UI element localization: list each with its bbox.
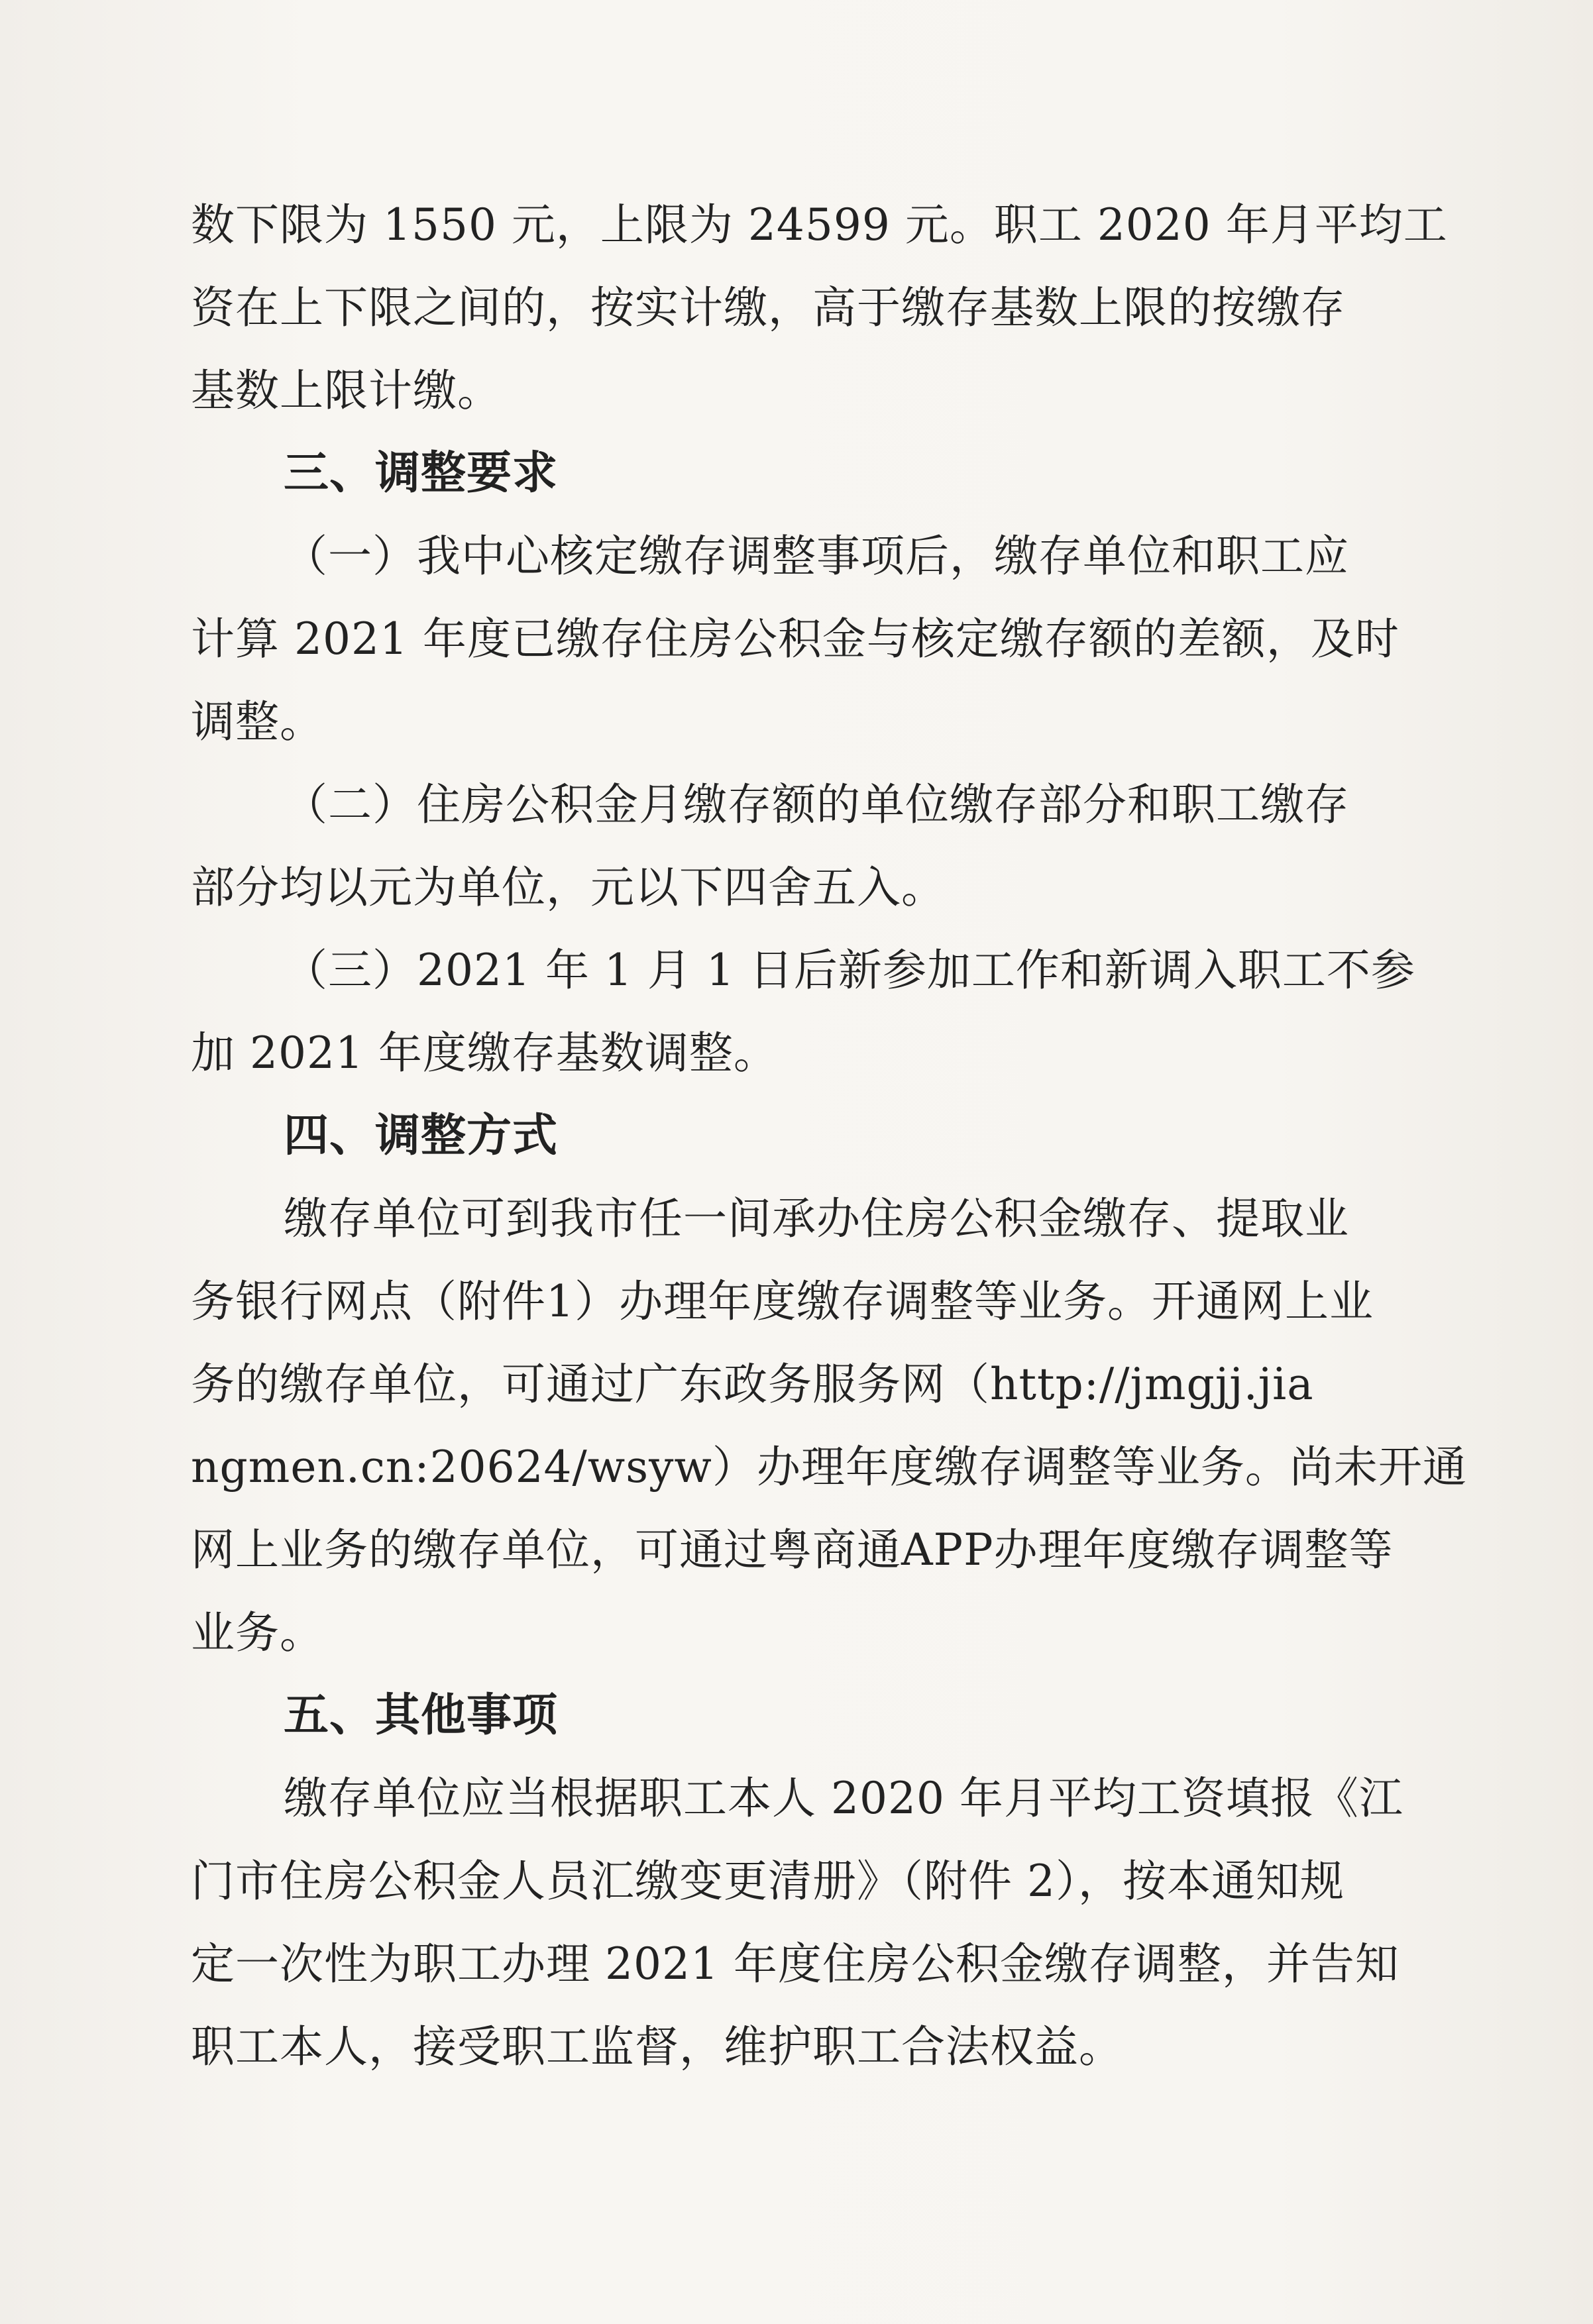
paragraph-line: （三）2021 年 1 月 1 日后新参加工作和新调入职工不参 [284, 945, 1415, 996]
paragraph-line: 网上业务的缴存单位，可通过粤商通APP办理年度缴存调整等 [191, 1524, 1394, 1575]
paragraph-line: 门市住房公积金人员汇缴变更清册》（附件 2），按本通知规 [191, 1856, 1345, 1907]
paragraph-line: 缴存单位应当根据职工本人 2020 年月平均工资填报《江 [284, 1773, 1403, 1824]
paragraph-line: 部分均以元为单位，元以下四舍五入。 [191, 862, 946, 913]
paragraph-line: 业务。 [191, 1607, 324, 1658]
paragraph-line: 缴存单位可到我市任一间承办住房公积金缴存、提取业 [284, 1193, 1349, 1244]
section-heading-4: 四、调整方式 [284, 1110, 559, 1162]
paragraph-line: 务的缴存单位，可通过广东政务服务网（http://jmgjj.jia [191, 1359, 1314, 1410]
paragraph-line: 务银行网点（附件1）办理年度缴存调整等业务。开通网上业 [191, 1276, 1374, 1327]
paragraph-line: 定一次性为职工办理 2021 年度住房公积金缴存调整，并告知 [191, 1938, 1400, 1989]
paragraph-line: （一）我中心核定缴存调整事项后，缴存单位和职工应 [284, 531, 1349, 582]
section-heading-5: 五、其他事项 [284, 1689, 559, 1742]
paragraph-line: 调整。 [191, 696, 324, 747]
paragraph-line: 数下限为 1550 元，上限为 24599 元。职工 2020 年月平均工 [191, 199, 1448, 250]
paragraph-line: （二）住房公积金月缴存额的单位缴存部分和职工缴存 [284, 779, 1349, 830]
section-heading-3: 三、调整要求 [284, 447, 559, 500]
paragraph-line: 职工本人，接受职工监督，维护职工合法权益。 [191, 2021, 1123, 2072]
paragraph-line: ngmen.cn:20624/wsyw）办理年度缴存调整等业务。尚未开通 [191, 1442, 1467, 1493]
paragraph-line: 资在上下限之间的，按实计缴，高于缴存基数上限的按缴存 [191, 282, 1345, 333]
paragraph-line: 基数上限计缴。 [191, 365, 502, 416]
paragraph-line: 加 2021 年度缴存基数调整。 [191, 1028, 778, 1079]
paragraph-line: 计算 2021 年度已缴存住房公积金与核定缴存额的差额，及时 [191, 613, 1400, 664]
